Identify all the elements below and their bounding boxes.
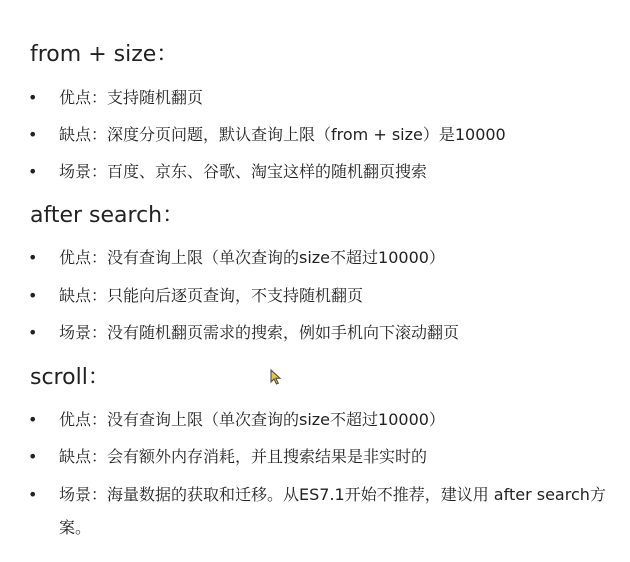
list-item-text: 缺点：只能向后逐页查询，不支持随机翻页 — [59, 286, 364, 305]
list-item-text: 缺点：深度分页问题，默认查询上限（from + size）是10000 — [59, 125, 506, 144]
section-title-from-size: from + size： — [30, 42, 179, 67]
bullet-icon: • — [28, 447, 38, 466]
list-item-text: 场景：没有随机翻页需求的搜索，例如手机向下滚动翻页 — [59, 323, 460, 342]
list-item-text: 优点：支持随机翻页 — [59, 88, 204, 107]
list-item-text: 场景：海量数据的获取和迁移。从ES7.1开始不推荐，建议用 after search方案。 — [59, 485, 606, 537]
bullet-icon: • — [28, 125, 38, 144]
bullet-icon: • — [28, 162, 38, 181]
mouse-pointer-icon — [270, 369, 282, 385]
section-title-scroll: scroll： — [30, 365, 110, 390]
bullet-icon: • — [28, 323, 38, 342]
list-item-text: 缺点：会有额外内存消耗，并且搜索结果是非实时的 — [59, 447, 428, 466]
bullet-icon: • — [28, 485, 38, 504]
list-item-text: 优点：没有查询上限（单次查询的size不超过10000） — [59, 248, 445, 267]
bullet-icon: • — [28, 248, 38, 267]
list-item-text: 场景：百度、京东、谷歌、淘宝这样的随机翻页搜索 — [59, 162, 428, 181]
bullet-icon: • — [28, 286, 38, 305]
list-item-text: 优点：没有查询上限（单次查询的size不超过10000） — [59, 410, 445, 429]
bullet-icon: • — [28, 88, 38, 107]
bullet-icon: • — [28, 410, 38, 429]
section-title-after-search: after search： — [30, 203, 185, 228]
